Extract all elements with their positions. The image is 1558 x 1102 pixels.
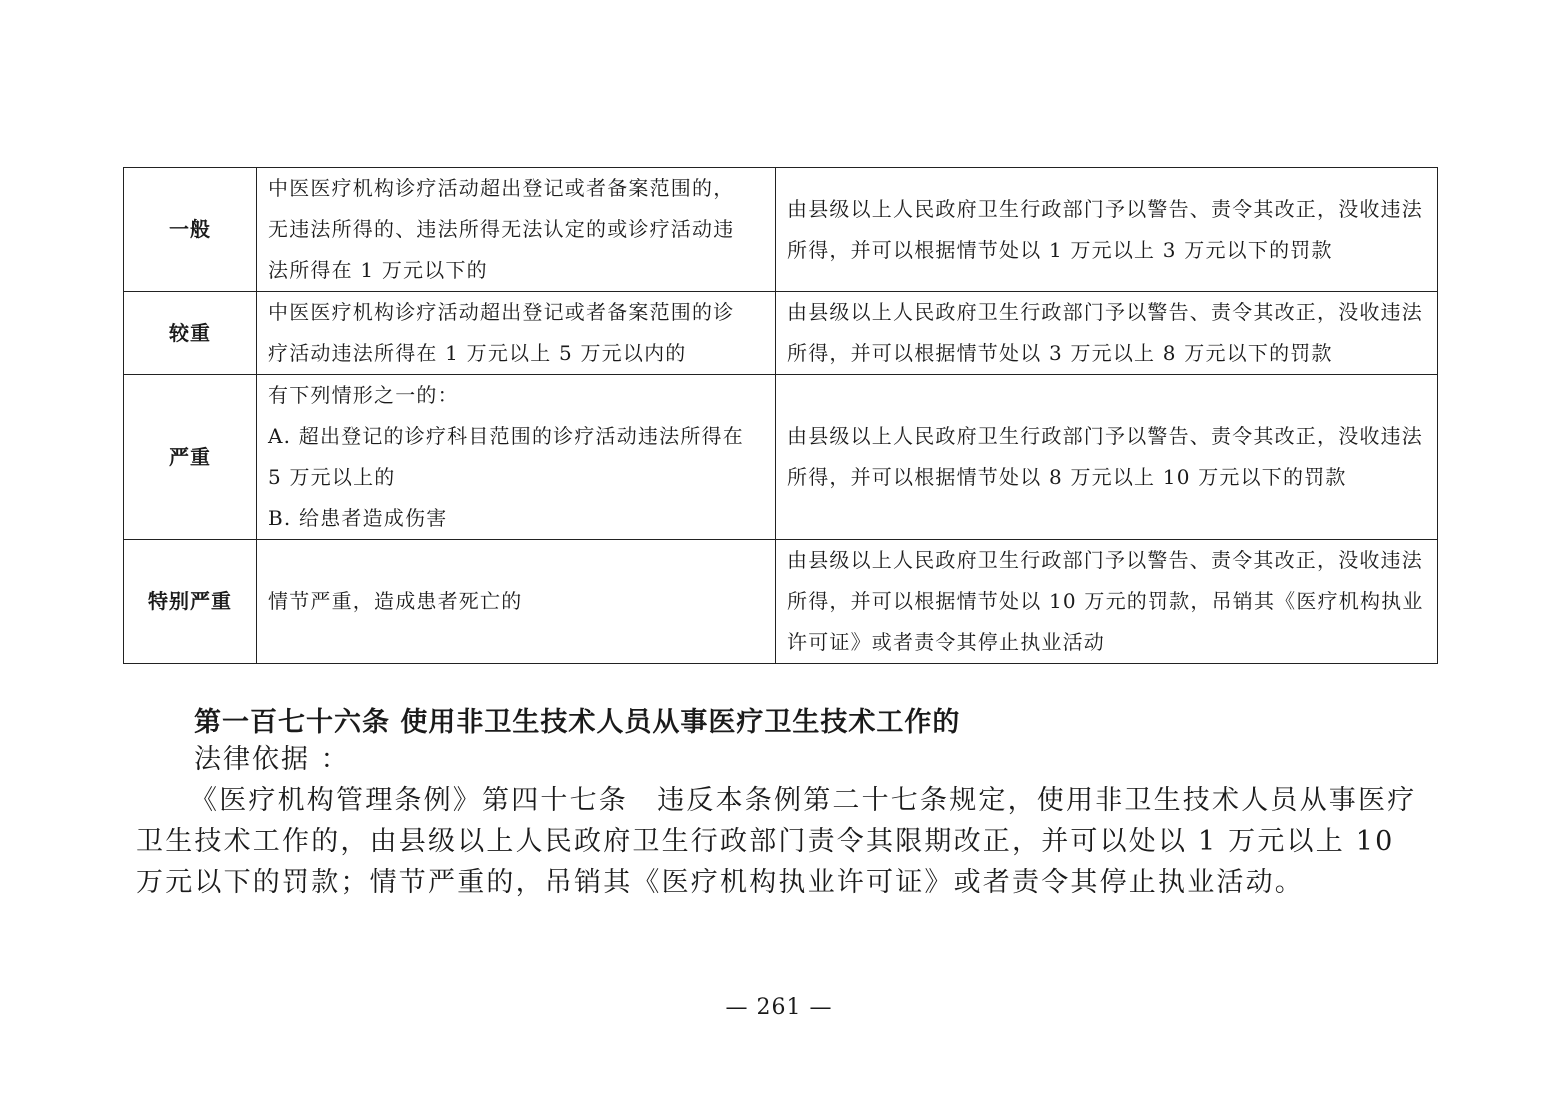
page-number: — 261 — <box>725 995 833 1020</box>
situation-line: B. 给患者造成伤害 <box>268 506 448 530</box>
table-row <box>124 375 1438 540</box>
penalty-description: 由县级以上人民政府卫生行政部门予以警告、责令其改正，没收违法所得，并可以根据情节处以 10 万元的罚款，吊销其《医疗机构执业许可证》或者责令其停止执业活动 <box>776 540 1438 664</box>
situation-line: 法所得在 1 万元以下的 <box>268 258 488 282</box>
severity-level: 特别严重 <box>124 540 257 664</box>
table-row <box>124 168 1438 292</box>
penalty-description: 由县级以上人民政府卫生行政部门予以警告、责令其改正，没收违法所得，并可以根据情节处以 1 万元以上 3 万元以下的罚款 <box>776 168 1438 292</box>
article-title: 第一百七十六条 使用非卫生技术人员从事医疗卫生技术工作的 <box>194 707 961 738</box>
severity-level: 较重 <box>124 292 257 375</box>
violation-situation <box>257 168 776 292</box>
situation-line: A. 超出登记的诊疗科目范围的诊疗活动违法所得在 <box>268 424 744 448</box>
table-row <box>124 292 1438 375</box>
violation-situation <box>257 292 776 375</box>
situation-line: 情节严重，造成患者死亡的 <box>268 589 523 613</box>
penalty-description: 由县级以上人民政府卫生行政部门予以警告、责令其改正，没收违法所得，并可以根据情节处以 3 万元以上 8 万元以下的罚款 <box>776 292 1438 375</box>
penalty-table <box>123 167 1438 664</box>
severity-level: 一般 <box>124 168 257 292</box>
violation-situation <box>257 540 776 664</box>
violation-situation <box>257 375 776 540</box>
article-section <box>136 700 1426 903</box>
situation-line: 5 万元以上的 <box>268 465 396 489</box>
legal-basis-text: 《医疗机构管理条例》第四十七条 违反本条例第二十七条规定，使用非卫生技术人员从事医疗卫生技术工作的，由县级以上人民政府卫生行政部门责令其限期改正，并可以处以 1 万元以上 10 万元以下的罚款；情节严重的，吊销其《医疗机构执业许可证》或者责令其停止执业活动。 <box>136 785 1417 898</box>
table-row <box>124 540 1438 664</box>
severity-level: 严重 <box>124 375 257 540</box>
situation-line: 无违法所得的、违法所得无法认定的或诊疗活动违 <box>268 217 735 241</box>
situation-line: 中医医疗机构诊疗活动超出登记或者备案范围的诊 <box>268 300 735 324</box>
penalty-description: 由县级以上人民政府卫生行政部门予以警告、责令其改正，没收违法所得，并可以根据情节处以 8 万元以上 10 万元以下的罚款 <box>776 375 1438 540</box>
situation-line: 有下列情形之一的： <box>268 383 459 407</box>
situation-line: 中医医疗机构诊疗活动超出登记或者备案范围的， <box>268 176 735 200</box>
legal-basis-label: 法律依据 ： <box>194 744 350 775</box>
situation-line: 疗活动违法所得在 1 万元以上 5 万元以内的 <box>268 341 687 365</box>
